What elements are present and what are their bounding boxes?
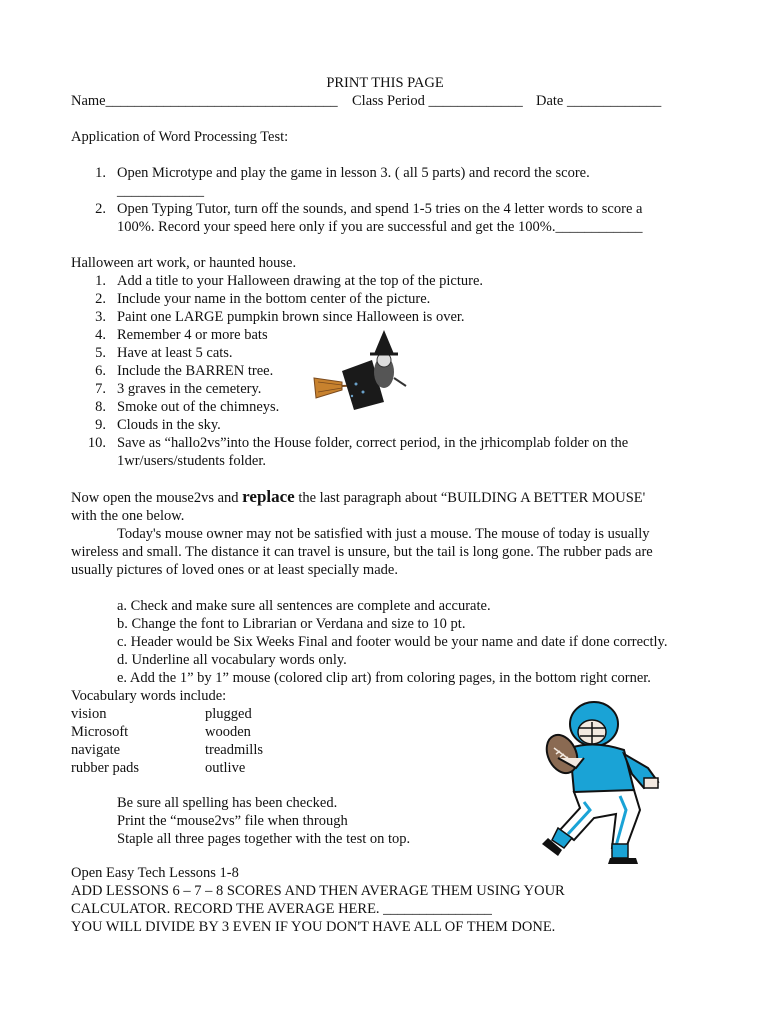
halloween-item-number: 9. [95, 417, 106, 433]
easy-tech-line: YOU WILL DIVIDE BY 3 EVEN IF YOU DON'T HAVE ALL OF THEM DONE. [71, 919, 556, 935]
instruction-step: c. Header would be Six Weeks Final and footer would be your name and date if done correctly. [117, 634, 668, 650]
vocab-word: wooden [205, 724, 251, 740]
halloween-item-number: 4. [95, 327, 106, 343]
vocab-word: vision [71, 706, 107, 722]
witch-hat-icon [374, 330, 394, 354]
mouse-intro-line2: with the one below. [71, 508, 185, 524]
easy-tech-line: CALCULATOR. RECORD THE AVERAGE HERE. _______________ [71, 901, 492, 917]
halloween-item-text: 3 graves in the cemetery. [117, 381, 262, 397]
vocab-word: rubber pads [71, 760, 140, 776]
halloween-item-text: Save as “hallo2vs”into the House folder, correct period, in the jrhicomplab folder on the [117, 435, 629, 451]
vocab-word: outlive [205, 760, 246, 776]
mouse-intro-pre: Now open the mouse2vs and [71, 490, 243, 506]
halloween-item-text: Add a title to your Halloween drawing at the top of the picture. [117, 273, 484, 289]
halloween-item-number: 5. [95, 345, 106, 361]
final-check-line: Print the “mouse2vs” file when through [117, 813, 348, 829]
vocab-word: navigate [71, 742, 121, 758]
class-period-field-label: Class Period _____________ [352, 93, 523, 109]
halloween-item-number: 2. [95, 291, 106, 307]
mouse-intro-post: the last paragraph about “BUILDING A BETTER MOUSE' [294, 490, 646, 506]
halloween-item-text: Include the BARREN tree. [117, 363, 274, 379]
date-field-label: Date _____________ [536, 93, 662, 109]
mouse-intro [71, 488, 645, 507]
mouse-paragraph-line: Today's mouse owner may not be satisfied with just a mouse. The mouse of today is usually [117, 526, 650, 542]
test-heading: Application of Word Processing Test: [71, 129, 289, 145]
mouse-paragraph-line: wireless and small. The distance it can travel is unsure, but the tail is long gone. The rubber pads are [71, 544, 653, 560]
vocab-word: treadmills [205, 742, 263, 758]
instruction-step: b. Change the font to Librarian or Verdana and size to 10 pt. [117, 616, 466, 632]
page-title: PRINT THIS PAGE [326, 75, 444, 91]
vocab-word: Microsoft [71, 724, 129, 740]
halloween-item-text: Clouds in the sky. [117, 417, 221, 433]
halloween-item-text: Paint one LARGE pumpkin brown since Halloween is over. [117, 309, 465, 325]
halloween-item-number: 3. [95, 309, 106, 325]
name-field-label: Name________________________________ [71, 93, 338, 109]
easy-tech-line: Open Easy Tech Lessons 1-8 [71, 865, 239, 881]
vocab-word: plugged [205, 706, 252, 722]
witch-on-broom-clipart [312, 326, 412, 416]
test-item-text: Open Microtype and play the game in lesson 3. ( all 5 parts) and record the score. [117, 165, 590, 181]
mouse-intro-emphasis: replace [242, 487, 295, 506]
jersey-icon [570, 744, 634, 796]
easy-tech-line: ADD LESSONS 6 – 7 – 8 SCORES AND THEN AVERAGE THEM USING YOUR [71, 883, 565, 899]
test-item-text: 100%. Record your speed here only if you are successful and get the 100%.____________ [117, 219, 643, 235]
test-item-number: 2. [95, 201, 106, 217]
final-check-line: Be sure all spelling has been checked. [117, 795, 338, 811]
football-player-clipart [540, 698, 680, 866]
halloween-item-number: 10. [87, 435, 106, 451]
halloween-item-text: Include your name in the bottom center of the picture. [117, 291, 431, 307]
mouse-paragraph-line: usually pictures of loved ones or at least specially made. [71, 562, 398, 578]
final-check-line: Staple all three pages together with the test on top. [117, 831, 411, 847]
instruction-step: e. Add the 1” by 1” mouse (colored clip art) from coloring pages, in the bottom right corner. [117, 670, 651, 686]
halloween-item-number: 8. [95, 399, 106, 415]
instruction-step: a. Check and make sure all sentences are complete and accurate. [117, 598, 491, 614]
halloween-item-text: Have at least 5 cats. [117, 345, 233, 361]
halloween-item-number: 6. [95, 363, 106, 379]
instruction-step: d. Underline all vocabulary words only. [117, 652, 347, 668]
halloween-heading: Halloween art work, or haunted house. [71, 255, 297, 271]
pants-icon [560, 790, 640, 848]
score-blank: ____________ [117, 183, 204, 199]
halloween-item-text: 1wr/users/students folder. [117, 453, 267, 469]
halloween-item-number: 7. [95, 381, 106, 397]
test-item-text: Open Typing Tutor, turn off the sounds, and spend 1-5 tries on the 4 letter words to score a [117, 201, 643, 217]
vocabulary-heading: Vocabulary words include: [71, 688, 227, 704]
halloween-item-text: Remember 4 or more bats [117, 327, 268, 343]
halloween-item-number: 1. [95, 273, 106, 289]
halloween-item-text: Smoke out of the chimneys. [117, 399, 280, 415]
test-item-number: 1. [95, 165, 106, 181]
